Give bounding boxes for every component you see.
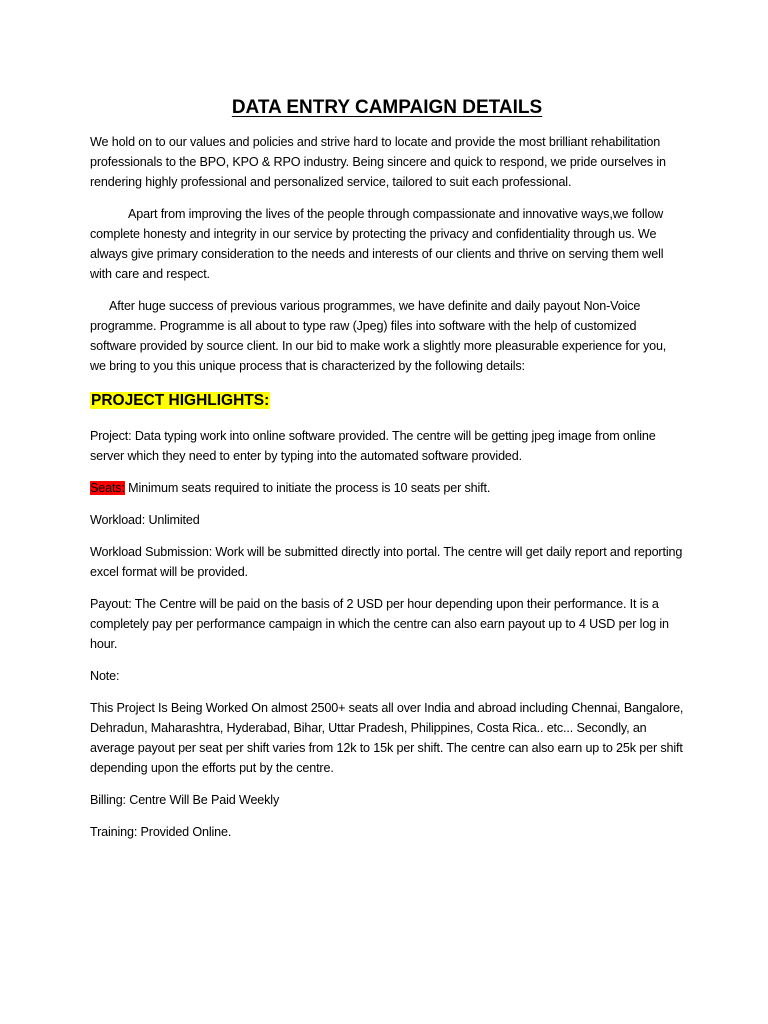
training-paragraph: Training: Provided Online.: [90, 825, 232, 839]
payout-paragraph: Payout: The Centre will be paid on the basis of 2 USD per hour depending upon their performance. It is a completely pay per performance campaign in which the centre can also earn payout up to 4 USD per log in hour.: [90, 597, 669, 651]
note-paragraph: This Project Is Being Worked On almost 2500+ seats all over India and abroad including Chennai, Bangalore, Dehradun, Maharashtra, Hyderabad, Bihar, Uttar Pradesh, Philippines, Costa Rica.. etc... Secondly, an average payout per seat per shift varies from 12k to 15k per shift. The centre can also earn up to 25k per shift depending upon the efforts put by the centre.: [90, 701, 684, 775]
intro-paragraph-values: We hold on to our values and policies and strive hard to locate and provide the most brilliant rehabilitation professionals to the BPO, KPO & RPO industry. Being sincere and quick to respond, we pride ourselves in rendering highly professional and personalized service, tailored to suit each professional.: [90, 135, 666, 189]
seats-text: Minimum seats required to initiate the process is 10 seats per shift.: [124, 481, 491, 495]
section-heading-wrapper: [90, 390, 684, 412]
note-label: Note:: [90, 669, 120, 683]
project-paragraph: Project: Data typing work into online software provided. The centre will be getting jpeg image from online server which they need to enter by typing into the automated software provided.: [90, 429, 656, 463]
section-heading-project-highlights: PROJECT HIGHLIGHTS:: [91, 392, 270, 409]
workload-paragraph: Workload: Unlimited: [90, 513, 200, 527]
seats-label: Seats:: [90, 481, 125, 495]
intro-paragraph-integrity: Apart from improving the lives of the people through compassionate and innovative ways,we follow complete honesty and integrity in our service by protecting the privacy and confidentiality through us. We always give primary consideration to the needs and interests of our clients and thrive on serving them well with care and respect.: [90, 207, 664, 281]
workload-submission-paragraph: Workload Submission: Work will be submitted directly into portal. The centre will get daily report and reporting excel format will be provided.: [90, 545, 683, 579]
document-title: DATA ENTRY CAMPAIGN DETAILS: [231, 97, 543, 118]
seats-paragraph: [90, 478, 684, 498]
billing-paragraph: Billing: Centre Will Be Paid Weekly: [90, 793, 280, 807]
intro-paragraph-programme: After huge success of previous various programmes, we have definite and daily payout Non-Voice programme. Programme is all about to type raw (Jpeg) files into software with the help of customized software provided by source client. In our bid to make work a slightly more pleasurable experience for you, we bring to you this unique process that is characterized by the following details:: [90, 299, 667, 373]
